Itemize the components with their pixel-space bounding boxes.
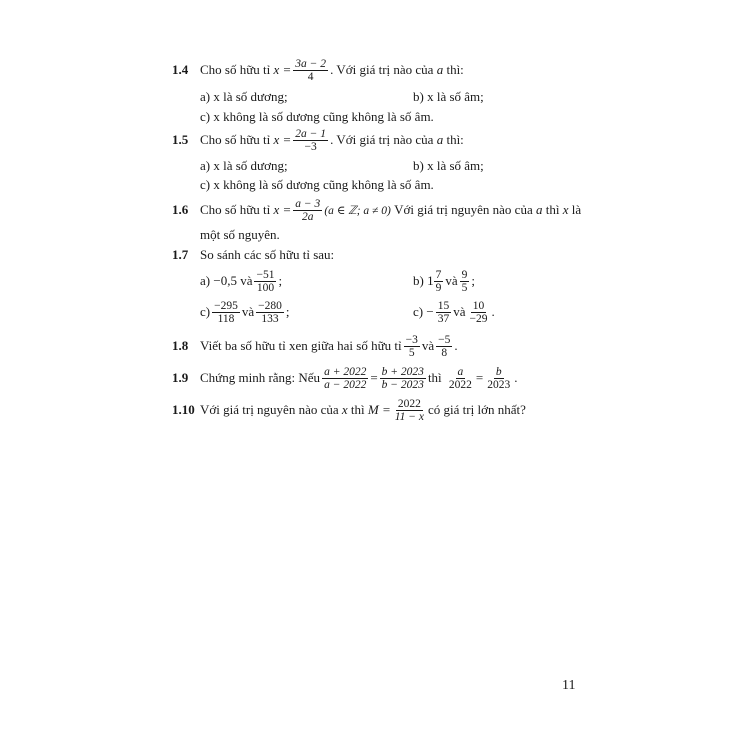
problem-text: Chứng minh rằng: Nếu	[200, 370, 321, 385]
problem-text: có giá trị lớn nhất?	[428, 402, 526, 417]
problem-number: 1.5	[172, 132, 189, 147]
problem-number: 1.8	[172, 338, 189, 353]
problem-1-10	[0, 394, 750, 426]
math-lhs: x =	[273, 62, 292, 77]
fraction: $\frac{2022}{11 - x}$	[394, 397, 425, 423]
sub-item-a: a) x là số dương;	[200, 89, 288, 104]
sub-item-a: a) −0,5 và $\frac{-51}{100}$ ;	[200, 268, 283, 294]
sub-item-a: a) x là số dương;	[200, 158, 288, 173]
fraction: $\frac{-51}{100}$	[256, 268, 275, 294]
problem-number: 1.10	[172, 402, 195, 417]
problem-text: là	[571, 202, 582, 217]
sub-item-c: c) x không là số dương cũng không là số âm.	[200, 177, 434, 192]
problem-text: . Với giá trị nào của	[330, 132, 434, 147]
problem-number: 1.9	[172, 370, 189, 385]
problem-1-4	[0, 55, 750, 85]
fraction: $\frac{9}{5}$	[461, 268, 468, 294]
problem-number: 1.4	[172, 62, 189, 77]
problem-text: Cho số hữu tỉ	[200, 62, 271, 77]
fraction: $\frac{a - 3}{2a}$	[295, 197, 321, 223]
fraction: $\frac{-5}{8}$	[438, 333, 451, 359]
sub-item-b: b) 1 $\frac{7}{9}$ và $\frac{9}{5}$ ;	[413, 268, 475, 294]
math-var: a	[436, 62, 444, 77]
problem-text: thì:	[446, 62, 464, 77]
fraction: $\frac{a + 2022}{a - 2022}$	[324, 365, 367, 391]
math-lhs: x =	[273, 132, 292, 147]
problem-number: 1.6	[172, 202, 189, 217]
sub-item-row	[0, 296, 750, 328]
math-var: x	[341, 402, 348, 417]
problem-1-9: 1.9 Chứng minh rằng: Nếu $\frac{a + 2022}{a - 2022}$ = $\frac{b + 2023}{b - 2023}$ thì $\frac{a}{2022}$ = $\frac{b}{2023}$ .	[172, 365, 518, 391]
sub-item-c: c) x không là số dương cũng không là số âm.	[200, 109, 434, 124]
math-var: x	[562, 202, 569, 217]
math-var: a	[535, 202, 543, 217]
fraction: $\frac{-3}{5}$	[405, 333, 418, 359]
sub-item-row	[0, 265, 750, 297]
problem-text: một số nguyên.	[200, 227, 280, 242]
problem-text: Với giá trị nguyên nào của	[394, 202, 533, 217]
problem-text: So sánh các số hữu tỉ sau:	[200, 247, 335, 262]
math-lhs: x =	[273, 202, 292, 217]
math-lhs: M =	[367, 402, 391, 417]
problem-1-8: 1.8 Viết ba số hữu tỉ xen giữa hai số hữu tỉ $\frac{-3}{5}$ và $\frac{-5}{8}$ .	[172, 333, 458, 359]
problem-number: 1.7	[172, 247, 189, 262]
sub-item-b: b) x là số âm;	[413, 158, 484, 173]
problem-text: . Với giá trị nào của	[330, 62, 434, 77]
sub-item-b: b) x là số âm;	[413, 89, 484, 104]
fraction: $\frac{b}{2023}$	[487, 365, 511, 391]
fraction: $\frac{-280}{133}$	[258, 299, 282, 325]
problem-text: Cho số hữu tỉ	[200, 132, 271, 147]
sub-item-c: c) $\frac{-295}{118}$ và $\frac{-280}{133}$ ;	[200, 299, 290, 325]
fraction: $\frac{2a - 1}{-3}$	[295, 127, 327, 153]
problem-text: Viết ba số hữu tỉ xen giữa hai số hữu tỉ	[200, 338, 402, 353]
problem-text: thì	[545, 202, 560, 217]
problem-text: Với giá trị nguyên nào của	[200, 402, 339, 417]
fraction: $\frac{15}{37}$	[437, 299, 450, 325]
math-var: a	[436, 132, 444, 147]
fraction: $\frac{3a - 2}{4}$	[295, 57, 327, 83]
fraction: $\frac{-295}{118}$	[214, 299, 238, 325]
problem-text: Cho số hữu tỉ	[200, 202, 271, 217]
problem-text: thì:	[446, 132, 464, 147]
sub-item-d: c) − $\frac{15}{37}$ và $\frac{10}{-29}$ .	[413, 299, 495, 325]
fraction: $\frac{a}{2022}$	[448, 365, 472, 391]
page-number: 11	[562, 678, 576, 693]
problem-text: thì	[350, 402, 365, 417]
mixed-number: 1 $\frac{7}{9}$	[427, 268, 442, 294]
fraction: $\frac{10}{-29}$	[469, 299, 488, 325]
condition: (a ∈ ℤ; a ≠ 0)	[324, 205, 391, 217]
fraction: $\frac{b + 2023}{b - 2023}$	[381, 365, 424, 391]
